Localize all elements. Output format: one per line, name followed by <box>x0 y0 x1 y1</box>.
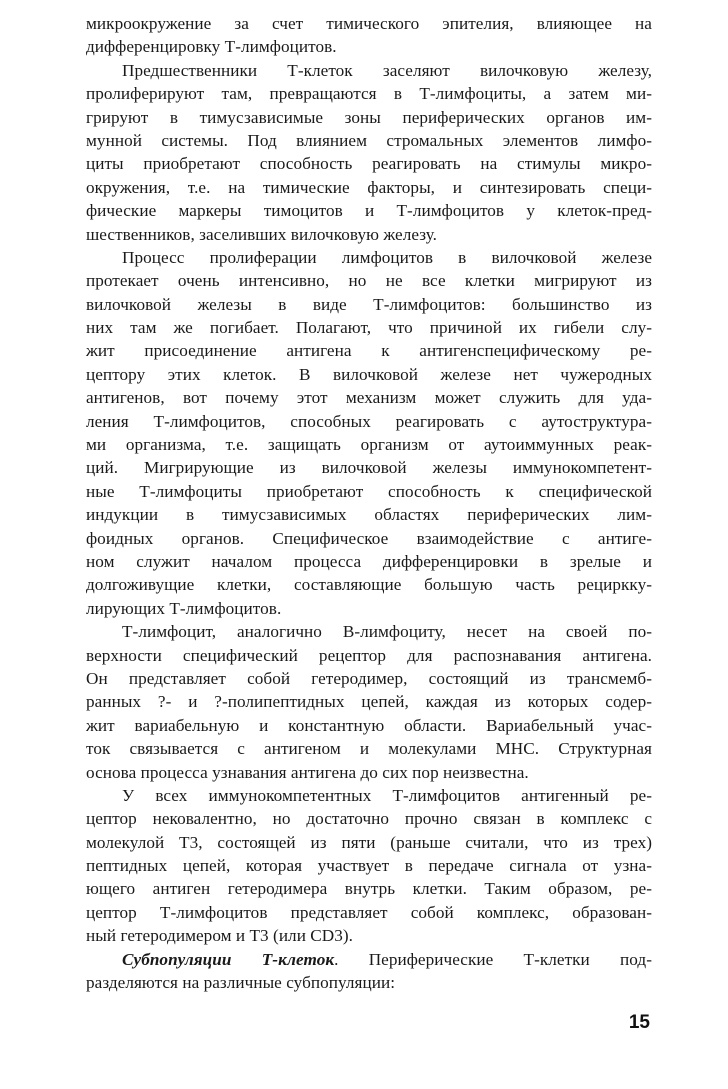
text-line: жит вариабельную и константную области. Вариабельный учас- <box>86 715 652 735</box>
text-line: молекулой Т3, состоящей из пяти (раньше считали, что из трех) <box>86 832 652 852</box>
text-line: цептор нековалентно, но достаточно прочно связан в комплекс с <box>86 809 652 829</box>
section-heading: Субпопуляции Т-клеток <box>122 949 335 969</box>
text-line: индукции в тимусзависимых областях периферических лим- <box>86 505 652 525</box>
text-line: шественников, заселивших вилочковую железу. <box>86 224 437 244</box>
paragraph-receptor <box>86 620 652 784</box>
text-line: верхности специфический рецептор для распознавания антигена. <box>86 645 652 665</box>
text-line: цептору этих клеток. В вилочковой железе нет чужеродных <box>86 364 652 384</box>
text-line: окружения, т.е. на тимические факторы, и синтезировать специ- <box>86 177 652 197</box>
text-line: ранных ?- и ?-полипептидных цепей, каждая из которых содер- <box>86 692 652 712</box>
text-line: циты приобретают способность реагировать на стимулы микро- <box>86 154 652 174</box>
text-line: фоидных органов. Специфическое взаимодействие с антиге- <box>86 528 652 548</box>
text-line: лирующих Т-лимфоцитов. <box>86 598 282 618</box>
paragraph-precursors <box>86 59 652 246</box>
text-line: У всех иммунокомпетентных Т-лимфоцитов антигенный ре- <box>122 785 652 805</box>
paragraph-continuation <box>86 12 652 59</box>
text-line: ми организма, т.е. защищать организм от аутоиммунных реак- <box>86 435 652 455</box>
text-line: ций. Мигрирующие из вилочковой железы иммунокомпетент- <box>86 458 652 478</box>
page-number: 15 <box>628 1012 650 1033</box>
text-line: ления Т-лимфоцитов, способных реагировать с аутоструктура- <box>86 411 652 431</box>
text-line: разделяются на различные субпопуляции: <box>86 973 396 993</box>
text-line: протекает очень интенсивно, но не все клетки мигрируют из <box>86 271 652 291</box>
paragraph-subpopulations <box>86 948 652 995</box>
text-line: вилочковой железы в виде Т-лимфоцитов: большинство из <box>86 294 652 314</box>
text-line: Предшественники Т-клеток заселяют вилочковую железу, <box>122 60 652 80</box>
text-line: пролиферируют там, превращаются в Т-лимфоциты, а затем ми- <box>86 84 652 104</box>
text-line: микроокружение за счет тимического эпителия, влияющее на <box>86 14 652 33</box>
text-line: ные Т-лимфоциты приобретают способность к специфической <box>86 481 652 501</box>
paragraph-t3-complex <box>86 784 652 948</box>
text-line: ном служит началом процесса дифференцировки в зрелые и <box>86 551 652 571</box>
text-run: . Периферические Т-клетки под- <box>334 949 653 969</box>
text-line: мунной системы. Под влиянием стромальных элементов лимфо- <box>86 130 652 150</box>
text-line: Т-лимфоцит, аналогично В-лимфоциту, несет на своей по- <box>122 622 652 642</box>
text-line: основа процесса узнавания антигена до сих пор неизвестна. <box>86 762 529 782</box>
text-line: долгоживущие клетки, составляющие большую часть рециркку- <box>86 575 652 595</box>
text-line: ный гетеродимером и Т3 (или CD3). <box>86 926 354 946</box>
text-line <box>86 948 652 971</box>
text-line: фические маркеры тимоцитов и Т-лимфоцитов у клеток-пред- <box>86 201 652 221</box>
text-line: пептидных цепей, которая участвует в передаче сигнала от узна- <box>86 856 652 876</box>
text-line: Он представляет собой гетеродимер, состоящий из трансмемб- <box>86 668 652 688</box>
text-line: них там же погибает. Полагают, что причиной их гибели слу- <box>86 318 652 338</box>
text-line: грируют в тимусзависимые зоны периферических органов им- <box>86 107 652 127</box>
text-line: цептор Т-лимфоцитов представляет собой комплекс, образован- <box>86 902 652 922</box>
text-line: ток связывается с антигеном и молекулами МНС. Структурная <box>86 739 652 759</box>
text-line: жит присоединение антигена к антигенспецифическому ре- <box>86 341 652 361</box>
document-page <box>86 12 652 994</box>
text-line: антигенов, вот почему этот механизм может служить для уда- <box>86 388 652 408</box>
text-line: дифференцировку Т-лимфоцитов. <box>86 37 337 57</box>
text-line: ющего антиген гетеродимера внутрь клетки. Таким образом, ре- <box>86 879 652 899</box>
text-line: Процесс пролиферации лимфоцитов в вилочковой железе <box>122 247 652 267</box>
paragraph-proliferation <box>86 246 652 620</box>
